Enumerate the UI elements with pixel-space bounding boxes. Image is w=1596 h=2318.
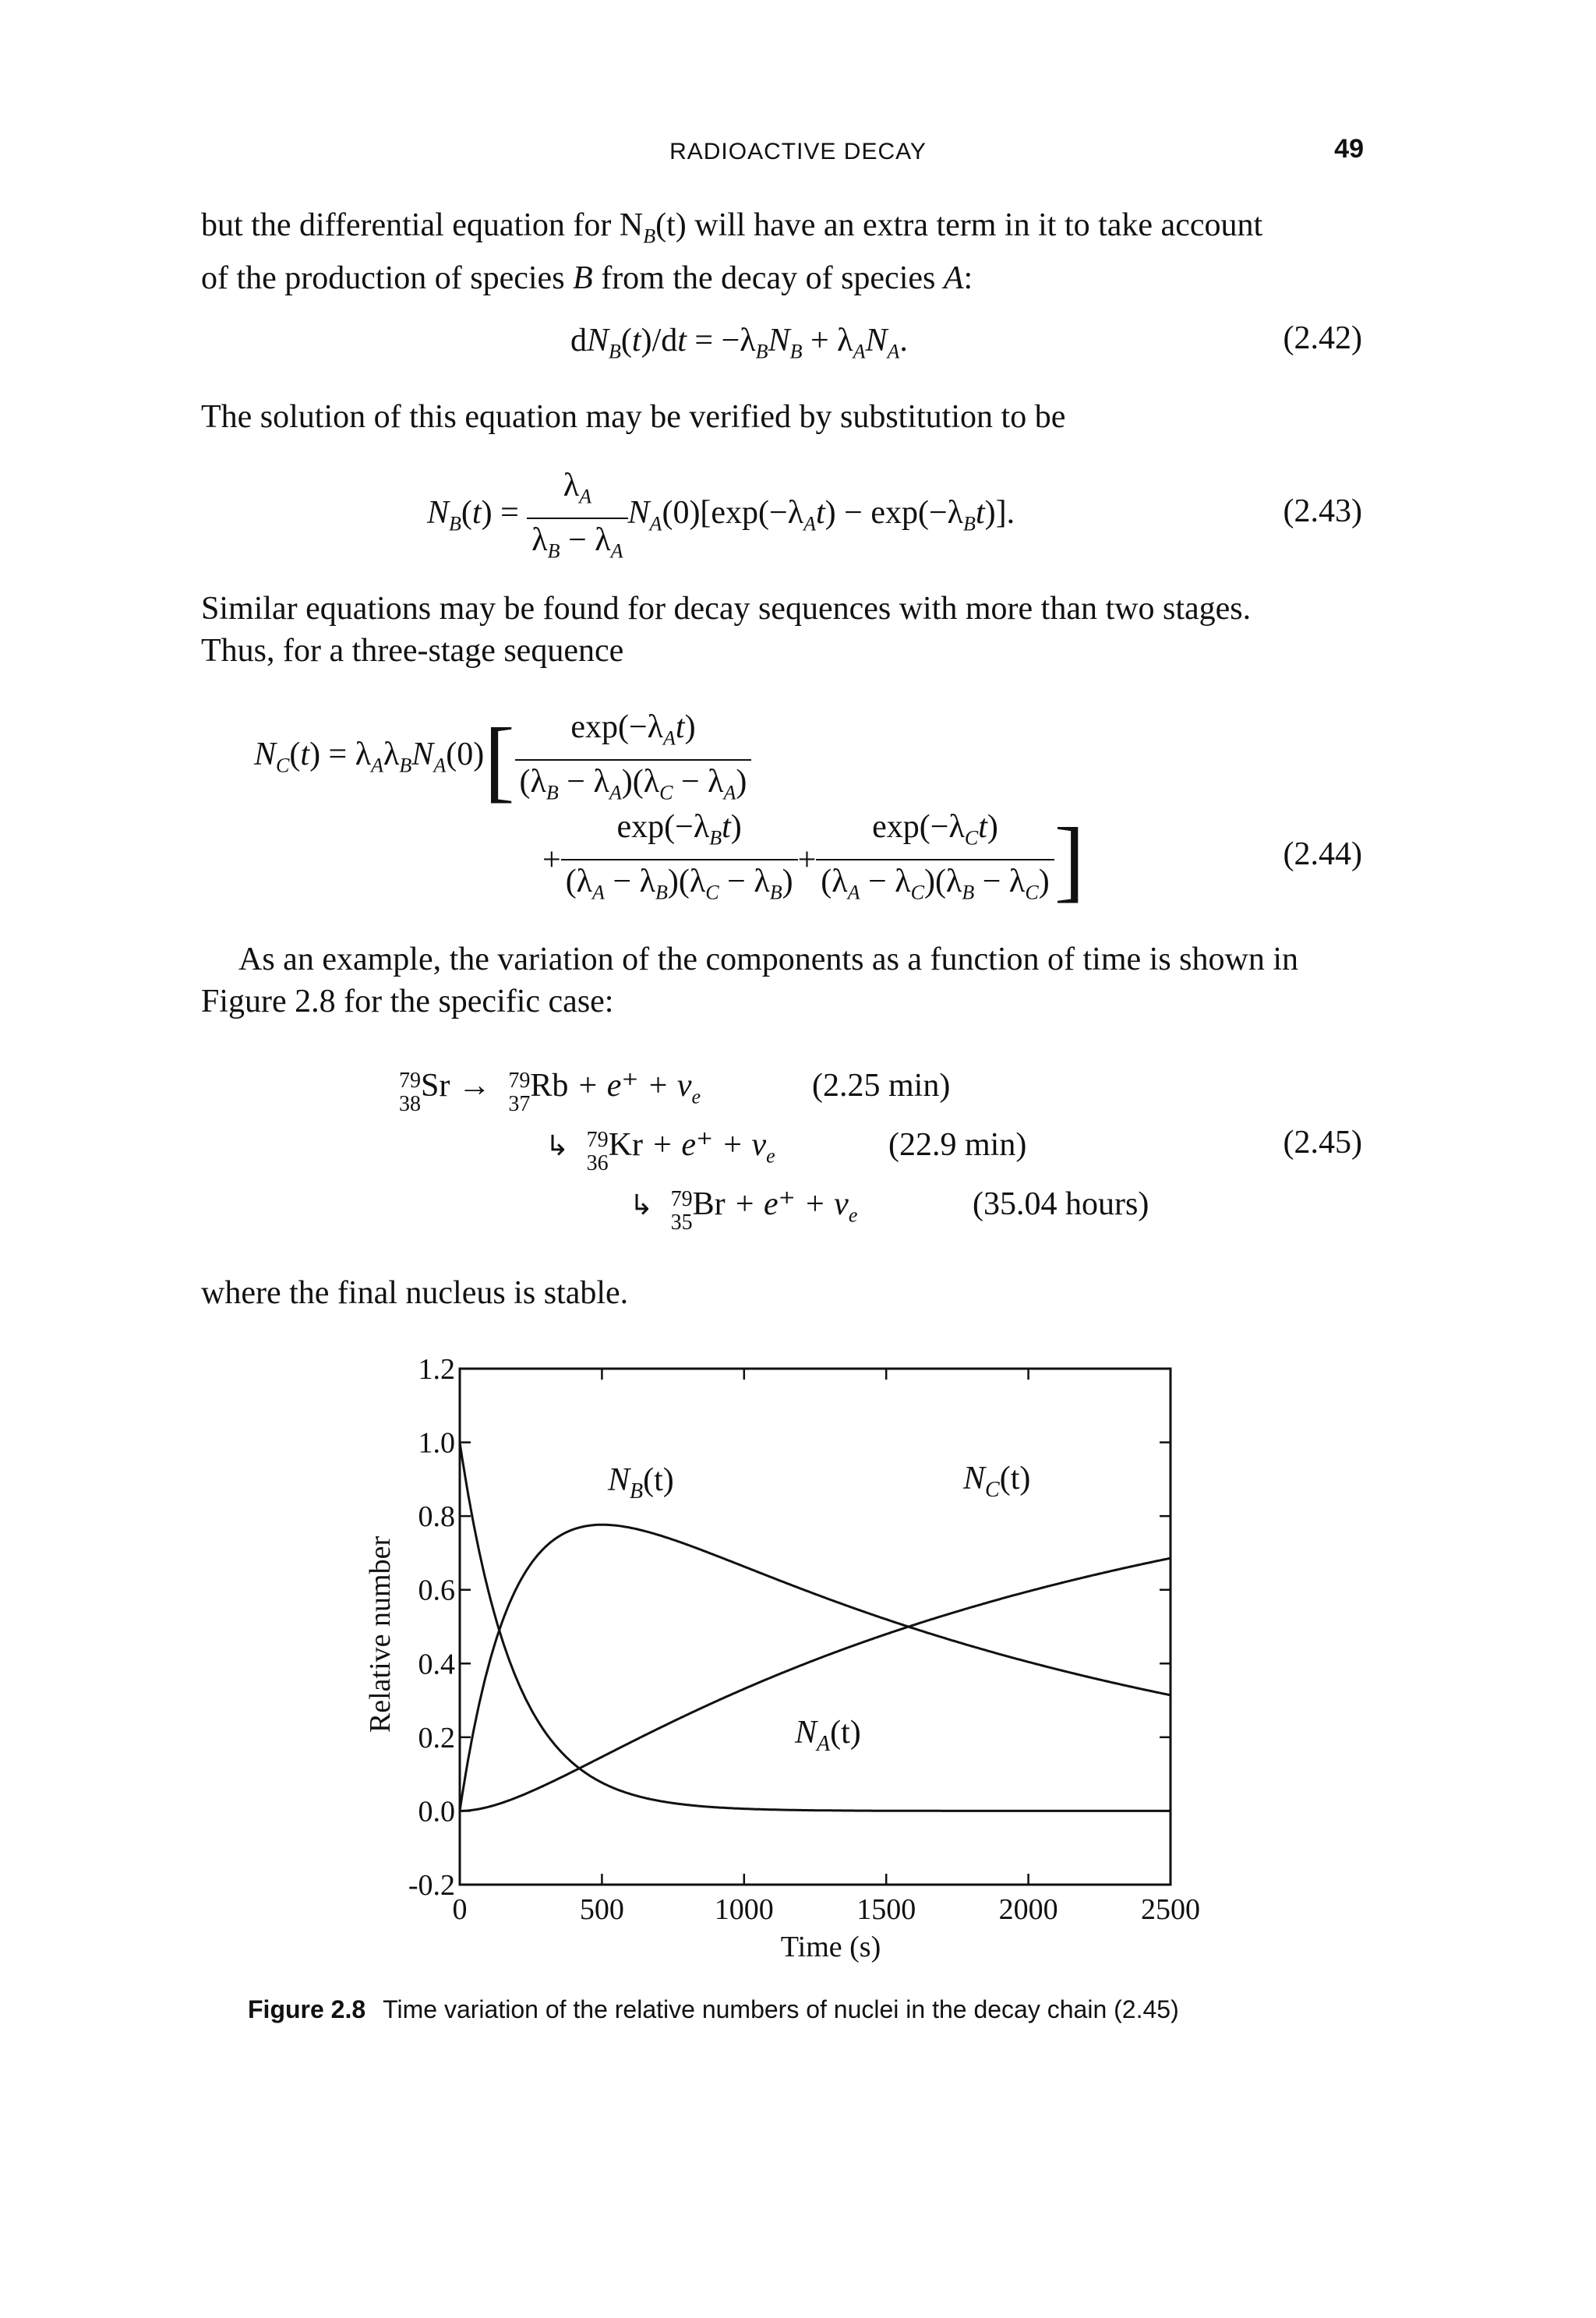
x-axis-label: Time (s) bbox=[780, 1931, 881, 1963]
equation-number-2-44: (2.44) bbox=[1283, 836, 1362, 872]
figure-label: Figure 2.8 bbox=[248, 1995, 366, 2023]
x-tick-label: 2500 bbox=[1141, 1893, 1200, 1926]
series-line-b bbox=[460, 1525, 1171, 1811]
decay-step-1: 79 38 Sr → 79 37 $Rb + e^+ + \nu_e$ (2.25 min) bbox=[399, 1068, 951, 1116]
series-label-a: $N_A(t)$ bbox=[795, 1715, 861, 1756]
x-tick-label: 500 bbox=[579, 1893, 624, 1926]
figure-caption bbox=[248, 1995, 1179, 2024]
decay-step-2: ↳ 79 36 $Kr + e^+ + \nu_e$ (22.9 min) bbox=[546, 1127, 1027, 1175]
running-head: RADIOACTIVE DECAY bbox=[669, 139, 927, 164]
page-number: 49 bbox=[1334, 134, 1364, 164]
paragraph-1: but the differential equation for $N_B(t)$ will have an extra term in it to take account of the production of species B from the decay of species A: bbox=[201, 207, 1263, 297]
decay-step-3: ↳ 79 35 $Br + e^+ + \nu_e$ (35.04 hours) bbox=[630, 1186, 1149, 1235]
series-line-c bbox=[460, 1558, 1171, 1811]
y-tick-label: -0.2 bbox=[408, 1869, 455, 1902]
paragraph-3: Similar equations may be found for decay sequences with more than two stages. Thus, for a three-stage sequence bbox=[201, 591, 1252, 669]
equation-number-2-45: (2.45) bbox=[1283, 1125, 1362, 1161]
hook-arrow-icon: ↳ bbox=[546, 1130, 570, 1162]
y-tick-label: 0.4 bbox=[418, 1648, 455, 1681]
equation-number-2-42: (2.42) bbox=[1283, 320, 1362, 356]
caption-text: Time variation of the relative numbers of nuclei in the decay chain (2.45) bbox=[383, 1995, 1179, 2023]
paragraph-2: The solution of this equation may be verified by substitution to be bbox=[201, 399, 1066, 435]
y-tick-label: 0.6 bbox=[418, 1574, 455, 1607]
y-tick-label: 1.0 bbox=[418, 1426, 455, 1460]
paragraph-4: As an example, the variation of the components as a function of time is shown in Figure 2.8 for the specific case: bbox=[201, 942, 1299, 1019]
x-tick-label: 1500 bbox=[856, 1893, 916, 1926]
equation-2-44-line2: + $\frac{\exp(-\lambda_Bt)}{(\lambda_A - \lambda_B)(\lambda_C - \lambda_B)}$ + $\frac{\exp(-\lambda_Ct)}{(\lambda_A - \lambda_C)(\lambda_B - \lambda_C)}$ ] bbox=[542, 806, 1085, 914]
plot-frame bbox=[460, 1369, 1171, 1885]
equation-number-2-43: (2.43) bbox=[1283, 493, 1362, 529]
series-label-b: $N_B(t)$ bbox=[608, 1462, 674, 1504]
equation-2-44-line1: $N_C(t) = \lambda_A\lambda_BN_A(0)$[ $\frac{\exp(-\lambda_At)}{(\lambda_B - \lambda_A)(\lambda_C - \lambda_A)}$ bbox=[254, 706, 751, 814]
hook-arrow-icon: ↳ bbox=[630, 1189, 654, 1221]
paragraph-5: where the final nucleus is stable. bbox=[201, 1275, 629, 1311]
x-tick-label: 0 bbox=[452, 1893, 468, 1926]
x-tick-label: 1000 bbox=[714, 1893, 774, 1926]
y-tick-label: 0.8 bbox=[418, 1500, 455, 1534]
y-tick-label: 0.0 bbox=[418, 1795, 455, 1829]
equation-2-43: $N_B(t)$ = $\frac{\lambda_A}{\lambda_B - \lambda_A}$ $N_A(0)[\exp(-\lambda_At) - \exp(-\lambda_Bt)]$. bbox=[427, 465, 1015, 573]
series-line-a bbox=[460, 1443, 1171, 1811]
y-axis-label: Relative number bbox=[364, 1535, 397, 1733]
x-tick-label: 2000 bbox=[998, 1893, 1058, 1926]
y-tick-label: 0.2 bbox=[418, 1721, 455, 1754]
y-tick-label: 1.2 bbox=[418, 1353, 455, 1386]
equation-2-42: $dN_B(t)/dt = -\lambda_BN_B + \lambda_AN_A$. bbox=[570, 323, 908, 363]
series-label-c: $N_C(t)$ bbox=[963, 1461, 1031, 1502]
